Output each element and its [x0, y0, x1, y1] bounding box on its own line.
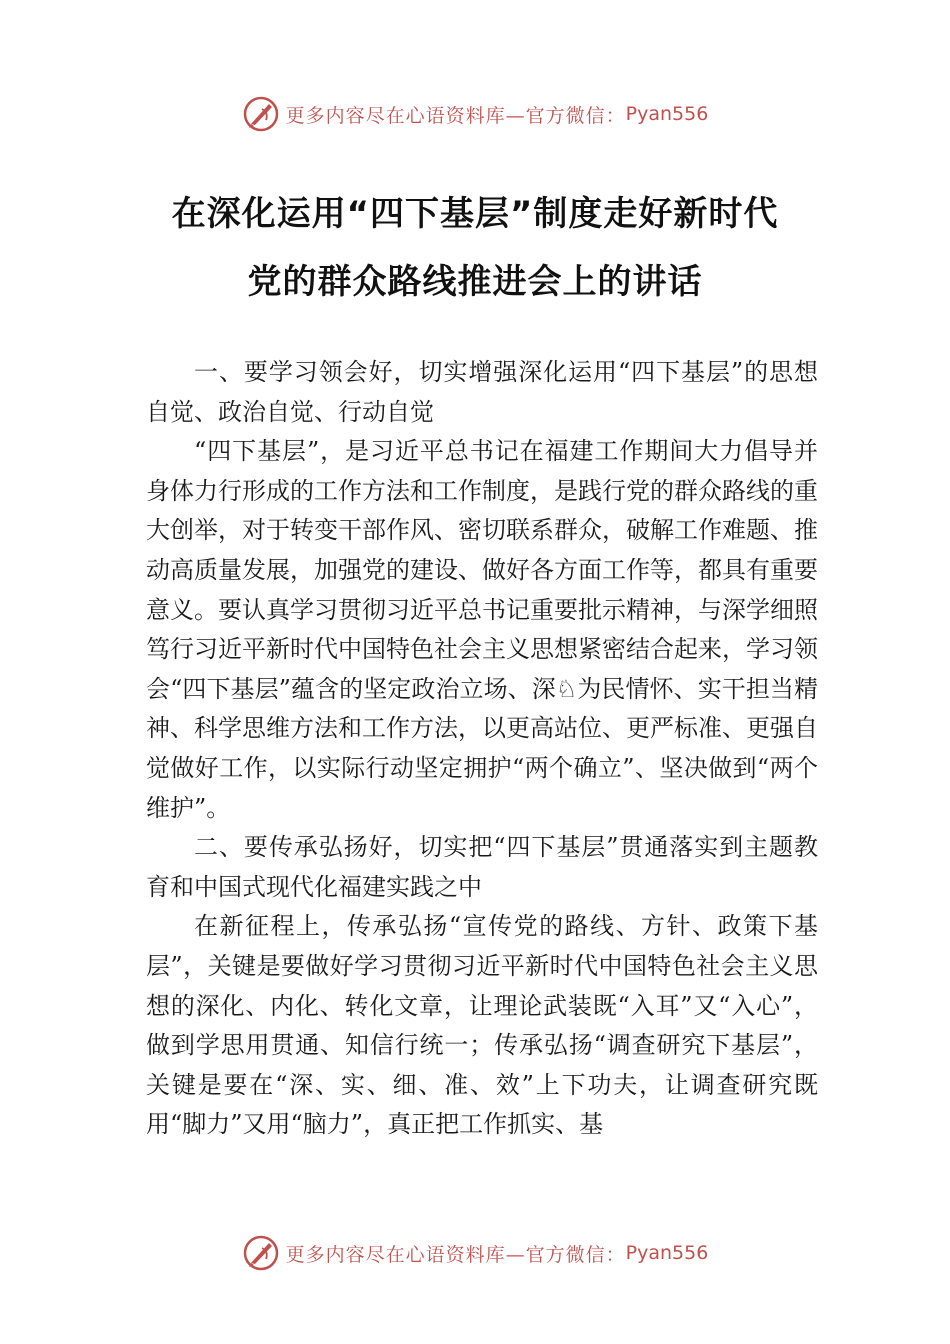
footer-watermark	[0, 1231, 950, 1275]
document-title-line-1: 在深化运用“四下基层”制度走好新时代	[171, 194, 779, 234]
watermark-handle: Pyan556	[625, 103, 709, 125]
watermark-text: 更多内容尽在心语资料库—官方微信：	[285, 1243, 626, 1266]
watermark-text: 更多内容尽在心语资料库—官方微信：	[285, 104, 626, 127]
watermark-handle: Pyan556	[625, 1242, 709, 1264]
document-body	[146, 353, 818, 1145]
section-heading-2: 二、要传承弘扬好，切实把“四下基层”贯通落实到主题教育和中国式现代化福建实践之中	[146, 833, 818, 901]
body-paragraph-2: 在新征程上，传承弘扬“宣传党的路线、方针、政策下基层”，关键是要做好学习贯彻习近平新时代中国特色社会主义思想的深化、内化、转化文章，让理论武装既“入耳”又“入心”，做到学思用贯通、知信行统一；传承弘扬“调查研究下基层”，关键是要在“深、实、细、准、效”上下功夫，让调查研究既用“脚力”又用“脑力”，真正把工作抓实、基	[146, 912, 818, 1139]
document-title-line-2: 党的群众路线推进会上的讲话	[247, 262, 703, 302]
section-heading-1: 一、要学习领会好，切实增强深化运用“四下基层”的思想自觉、政治自觉、行动自觉	[146, 358, 818, 426]
quill-pen-logo-icon	[242, 95, 280, 133]
header-watermark	[0, 92, 950, 136]
body-paragraph-1: “四下基层”，是习近平总书记在福建工作期间大力倡导并身体力行形成的工作方法和工作制度，是践行党的群众路线的重大创举，对于转变干部作风、密切联系群众，破解工作难题、推动高质量发展，加强党的建设、做好各方面工作等，都具有重要意义。要认真学习贯彻习近平总书记重要批示精神，与深学细照笃行习近平新时代中国特色社会主义思想紧密结合起来，学习领会“四下基层”蕴含的坚定政治立场、深♘为民情怀、实干担当精神、科学思维方法和工作方法，以更高站位、更严标准、更强自觉做好工作，以实际行动坚定拥护“两个确立”、坚决做到“两个维护”。	[146, 437, 818, 822]
quill-pen-logo-icon	[242, 1234, 280, 1272]
